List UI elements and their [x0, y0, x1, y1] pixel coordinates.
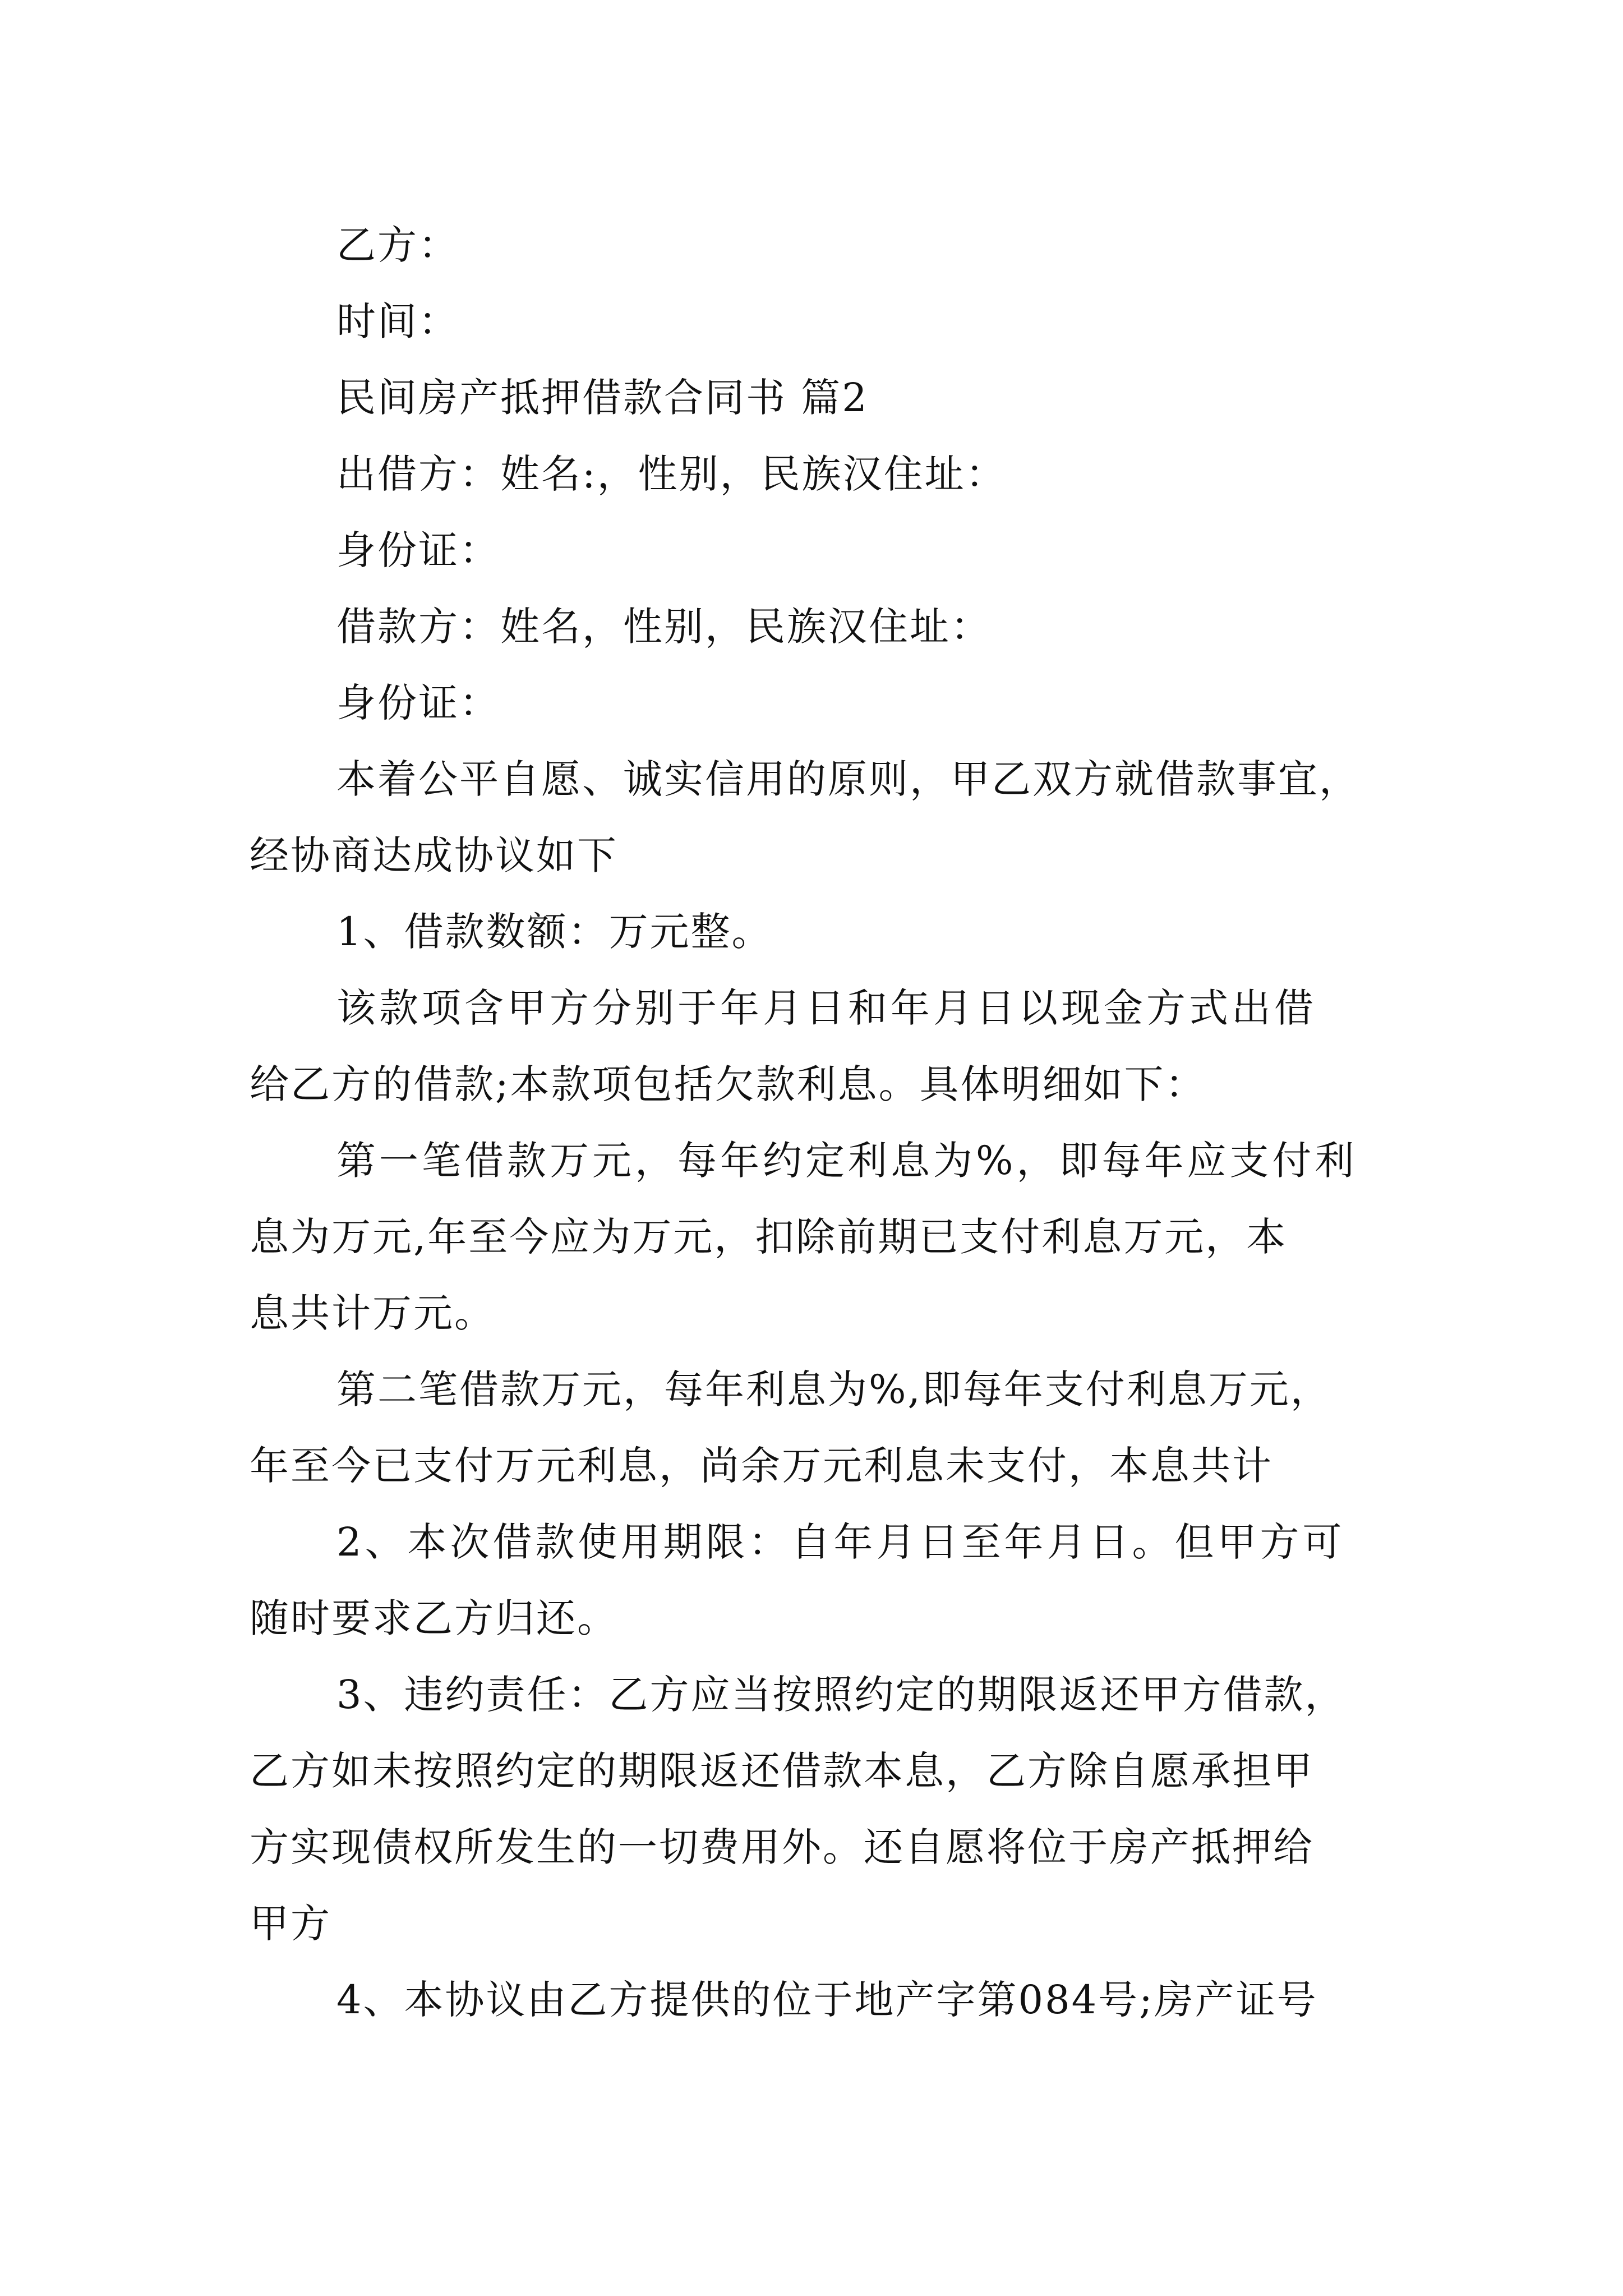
text-line: 出借方：姓名:，性别，民族汉住址： — [336, 451, 1007, 497]
text-line: 借款方：姓名，性别，民族汉住址： — [336, 604, 992, 650]
text-line: 甲方 — [250, 1901, 331, 1947]
text-line: 本着公平自愿、诚实信用的原则，甲乙双方就借款事宜， — [336, 756, 1360, 802]
text-line: 方实现债权所发生的一切费用外。还自愿将位于房产抵押给 — [250, 1824, 1314, 1870]
text-line: 乙方如未按照约定的期限返还借款本息，乙方除自愿承担甲 — [250, 1748, 1314, 1794]
text-line: 第一笔借款万元，每年约定利息为%，即每年应支付利 — [336, 1138, 1358, 1184]
text-line: 身份证： — [336, 527, 500, 573]
text-line: 2、本次借款使用期限：自年月日至年月日。但甲方可 — [336, 1519, 1345, 1565]
text-line: 3、违约责任：乙方应当按照约定的期限返还甲方借款， — [336, 1672, 1346, 1718]
document-heading: 民间房产抵押借款合同书 篇2 — [336, 375, 869, 421]
text-line: 随时要求乙方归还。 — [250, 1595, 618, 1641]
text-line: 乙方： — [336, 222, 459, 268]
text-line: 给乙方的借款;本款项包括欠款利息。具体明细如下： — [250, 1061, 1206, 1107]
text-line: 4、本协议由乙方提供的位于地产字第084号;房产证号 — [336, 1977, 1318, 2023]
text-line: 经协商达成协议如下 — [250, 832, 618, 878]
text-line: 身份证： — [336, 680, 500, 726]
text-line: 息为万元,年至今应为万元，扣除前期已支付利息万元，本 — [250, 1214, 1288, 1260]
text-line: 年至今已支付万元利息，尚余万元利息未支付，本息共计 — [250, 1443, 1273, 1489]
text-line: 该款项含甲方分别于年月日和年月日以现金方式出借 — [336, 985, 1317, 1031]
text-line: 1、借款数额：万元整。 — [336, 909, 773, 955]
text-line: 时间： — [336, 298, 459, 344]
text-line: 息共计万元。 — [250, 1290, 495, 1336]
text-line: 第二笔借款万元，每年利息为%,即每年支付利息万元， — [336, 1366, 1331, 1412]
